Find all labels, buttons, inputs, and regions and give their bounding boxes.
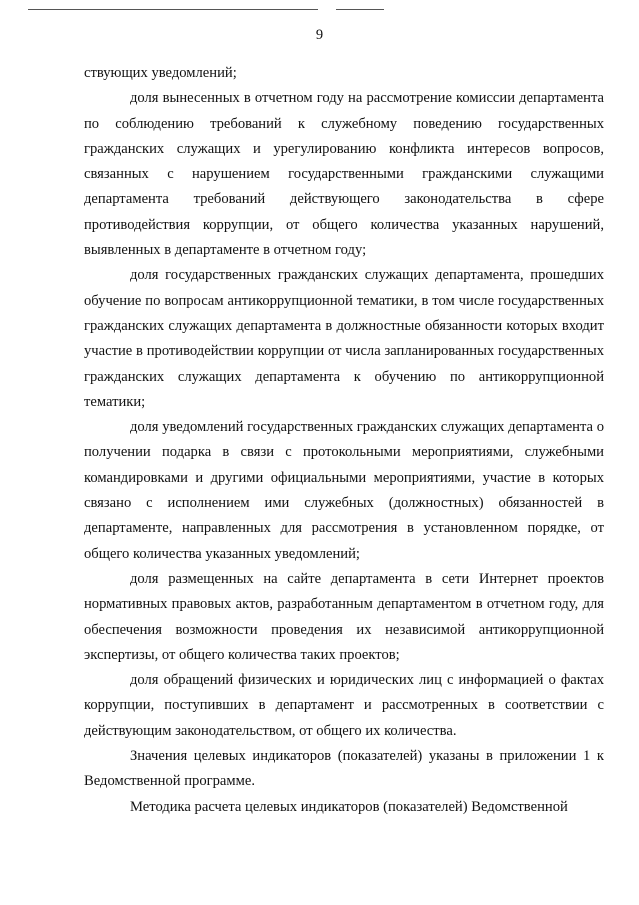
header-rule-short bbox=[336, 9, 384, 10]
page-number: 9 bbox=[315, 27, 324, 43]
paragraph-indicator-values: Значения целевых индикаторов (показателей) указаны в приложении 1 к Ведомственной программе. bbox=[84, 748, 604, 790]
paragraph-appeals-share: доля обращений физических и юридических лиц с информацией о фактах коррупции, поступивших в департамент и рассмотренных в соответствии с действующим законодательством, от общего их количества. bbox=[84, 672, 604, 739]
paragraph-draft-acts-share: доля размещенных на сайте департамента в сети Интернет проектов нормативных правовых актов, разработанным департаментом в отчетном году, для обеспечения возможности проведения их независимой антикоррупционной экспертизы, от общего количества таких проектов; bbox=[84, 570, 604, 663]
header-rule bbox=[28, 9, 318, 10]
paragraph-continuation: ствующих уведомлений; bbox=[84, 65, 237, 81]
paragraph-commission-share: доля вынесенных в отчетном году на рассмотрение комиссии департамента по соблюдению требований к служебному поведению государственных гражданских служащих и урегулированию конфликта интересов вопросов, связанных с нарушением государственными гражданскими служащими департамента требований действующего законодательства в сфере противодействия коррупции, от общего количества указанных нарушений, выявленных в департаменте в отчетном году; bbox=[84, 90, 604, 259]
paragraph-gift-notifications-share: доля уведомлений государственных гражданских служащих департамента о получении подарка в связи с протокольными мероприятиями, служебными командировками и другими официальными мероприятиями, участие в которых связано с исполнением ими служебных (должностных) обязанностей в департаменте, направленных для рассмотрения в установленном порядке, от общего количества указанных уведомлений; bbox=[84, 419, 604, 562]
paragraph-methodology: Методика расчета целевых индикаторов (показателей) Ведомственной bbox=[130, 798, 568, 815]
paragraph-training-share: доля государственных гражданских служащих департамента, прошедших обучение по вопросам антикоррупционной тематики, в том числе государственных гражданских служащих департамента в должностные обязанности которых входит участие в противодействии коррупции от числа запланированных государственных гражданских служащих департамента к обучению по антикоррупционной тематики; bbox=[84, 267, 604, 410]
document-body bbox=[84, 61, 604, 820]
